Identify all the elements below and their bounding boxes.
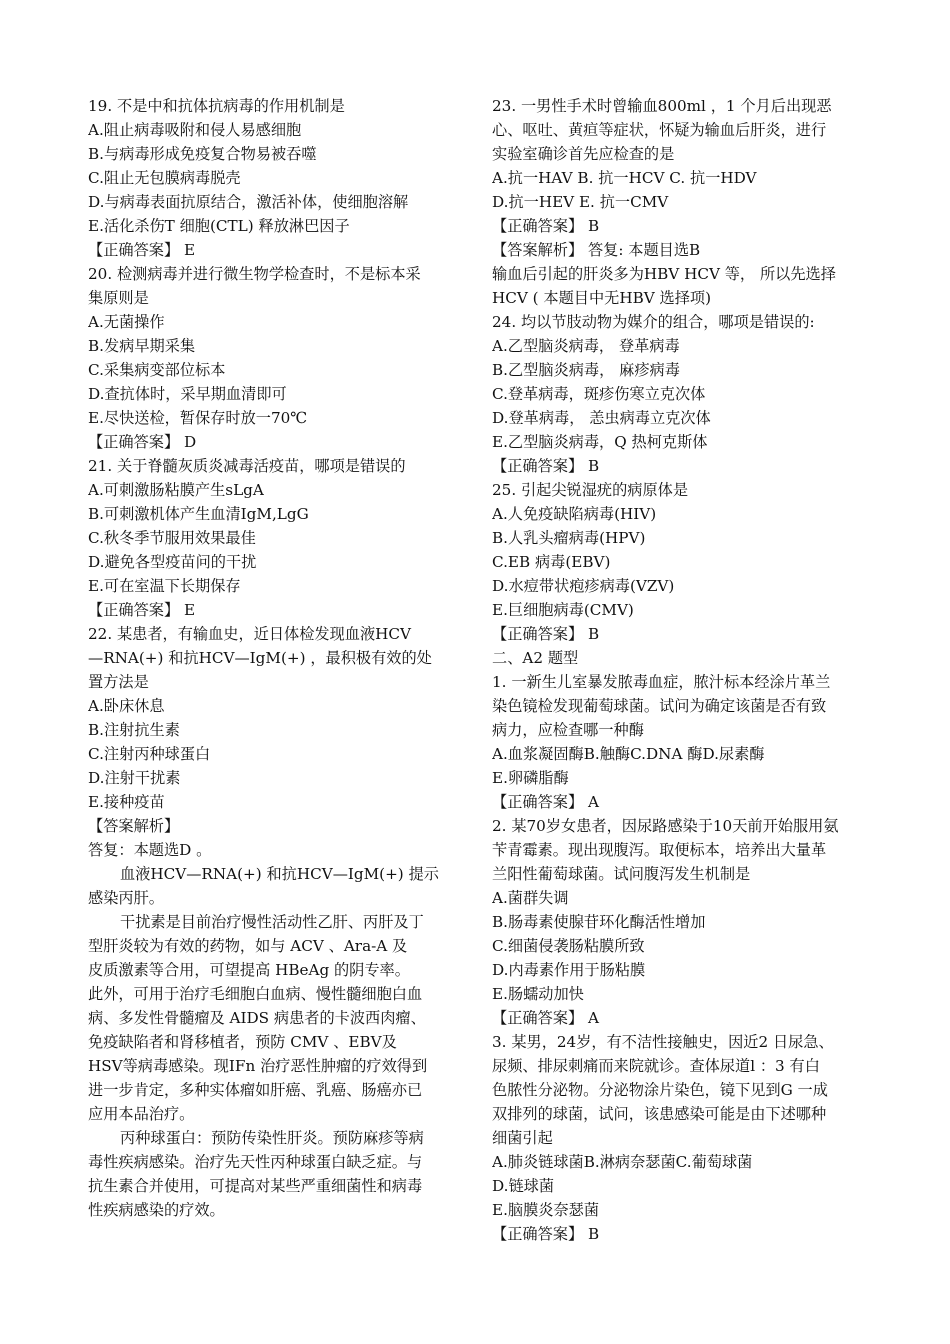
text-line: B.肠毒素使腺苷环化酶活性增加: [492, 913, 706, 931]
text-line: 【正确答案】 B: [492, 217, 600, 235]
text-line: 性疾病感染的疗效。: [88, 1201, 225, 1219]
text-line: 二、A2 题型: [492, 649, 579, 667]
text-line: B.与病毒形成免疫复合物易被吞噬: [88, 145, 317, 163]
text-line: 血液HCV—RNA(+) 和抗HCV—IgM(+) 提示: [120, 865, 439, 883]
text-line: B.注射抗生素: [88, 721, 180, 739]
text-line: 22. 某患者，有输血史，近日体检发现血液HCV: [88, 625, 412, 643]
text-line: E.卵磷脂酶: [492, 769, 569, 787]
text-line: E.尽快送检，暂保存时放一70℃: [88, 409, 308, 427]
text-line: 1. 一新生儿室暴发脓毒血症，脓汁标本经涂片革兰: [492, 673, 831, 691]
text-line: D.避免各型疫苗问的干扰: [88, 553, 257, 571]
text-line: 【答案解析】: [88, 817, 180, 835]
text-line: 25. 引起尖锐湿疣的病原体是: [492, 481, 689, 499]
text-line: B.可刺激机体产生血清IgM,LgG: [88, 505, 309, 523]
text-line: 输血后引起的肝炎多为HBV HCV 等， 所以先选择: [492, 265, 836, 283]
text-line: A.菌群失调: [492, 889, 569, 907]
text-line: A.无菌操作: [88, 313, 165, 331]
text-line: 双排列的球菌，试问，该患感染可能是由下述哪种: [492, 1105, 827, 1123]
text-line: 【正确答案】 A: [492, 1009, 599, 1027]
text-line: C.注射丙种球蛋白: [88, 745, 211, 763]
left-column: [88, 94, 460, 1222]
text-line: 病、多发性骨髓瘤及 AIDS 病患者的卡波西肉瘤、: [88, 1009, 426, 1027]
text-line: 【正确答案】 E: [88, 241, 196, 259]
text-line: 免疫缺陷者和肾移植者，预防 CMV 、EBV及: [88, 1033, 397, 1051]
text-line: A.人免疫缺陷病毒(HIV): [492, 505, 657, 523]
text-line: 心、呕吐、黄疸等症状，怀疑为输血后肝炎，进行: [492, 121, 827, 139]
text-line: E.乙型脑炎病毒，Q 热柯克斯体: [492, 433, 708, 451]
text-line: 染色镜检发现葡萄球菌。试问为确定该菌是否有致: [492, 697, 827, 715]
text-line: 【正确答案】 E: [88, 601, 196, 619]
text-line: 型肝炎较为有效的药物，如与 ACV 、Ara-A 及: [88, 937, 408, 955]
text-line: 置方法是: [88, 673, 149, 691]
text-line: —RNA(+) 和抗HCV—IgM(+) ，最积极有效的处: [88, 649, 432, 667]
text-line: A.肺炎链球菌B.淋病奈瑟菌C.葡萄球菌: [492, 1153, 753, 1171]
text-line: 19. 不是中和抗体抗病毒的作用机制是: [88, 97, 345, 115]
text-line: 毒性疾病感染。治疗先天性丙种球蛋白缺乏症。与: [88, 1153, 423, 1171]
text-line: C.阻止无包膜病毒脱壳: [88, 169, 241, 187]
text-line: D.内毒素作用于肠粘膜: [492, 961, 646, 979]
text-line: 【答案解析】 答复: 本题目选B: [492, 241, 701, 259]
text-line: A.乙型脑炎病毒， 登革病毒: [492, 337, 680, 355]
text-line: C.细菌侵袭肠粘膜所致: [492, 937, 645, 955]
text-line: 丙种球蛋白：预防传染性肝炎。预防麻疹等病: [120, 1129, 424, 1147]
right-column: [492, 94, 864, 1246]
text-line: B.发病早期采集: [88, 337, 196, 355]
text-line: D.注射干扰素: [88, 769, 181, 787]
text-line: C.登革病毒，斑疹伤寒立克次体: [492, 385, 706, 403]
text-line: 应用本品治疗。: [88, 1105, 195, 1123]
text-line: C.采集病变部位标本: [88, 361, 226, 379]
text-line: 细菌引起: [492, 1129, 553, 1147]
text-line: 2. 某70岁女患者，因尿路感染于10天前开始服用氨: [492, 817, 839, 835]
text-line: 【正确答案】 B: [492, 1225, 600, 1243]
text-line: 感染丙肝。: [88, 889, 164, 907]
text-line: 20. 检测病毒并进行微生物学检查时，不是标本采: [88, 265, 421, 283]
text-line: C.秋冬季节服用效果最佳: [88, 529, 256, 547]
text-line: E.肠蠕动加快: [492, 985, 584, 1003]
text-line: D.与病毒表面抗原结合，激活补体，使细胞溶解: [88, 193, 409, 211]
text-line: 尿频、排尿刺痛而来院就诊。查体尿道l ：3 有白: [492, 1057, 820, 1075]
text-line: E.活化杀伤T 细胞(CTL) 释放淋巴因子: [88, 217, 350, 235]
text-line: D.水痘带状疱疹病毒(VZV): [492, 577, 675, 595]
text-line: 此外，可用于治疗毛细胞白血病、慢性髓细胞白血: [88, 985, 423, 1003]
text-line: E.可在室温下长期保存: [88, 577, 241, 595]
text-line: 【正确答案】 B: [492, 457, 600, 475]
text-line: D.登革病毒， 恙虫病毒立克次体: [492, 409, 711, 427]
text-line: 【正确答案】 A: [492, 793, 599, 811]
text-line: 24. 均以节肢动物为媒介的组合，哪项是错误的:: [492, 313, 815, 331]
text-line: A.抗一HAV B. 抗一HCV C. 抗一HDV: [492, 169, 757, 187]
text-line: 进一步肯定，多种实体瘤如肝癌、乳癌、肠癌亦已: [88, 1081, 423, 1099]
text-line: A.阻止病毒吸附和侵人易感细胞: [88, 121, 302, 139]
text-line: 皮质激素等合用，可望提高 HBeAg 的阴专率。: [88, 961, 410, 979]
text-line: 集原则是: [88, 289, 149, 307]
text-line: 干扰素是目前治疗慢性活动性乙肝、丙肝及丁: [120, 913, 424, 931]
text-line: D.查抗体时，采早期血清即可: [88, 385, 287, 403]
text-line: 色脓性分泌物。分泌物涂片染色，镜下见到G 一成: [492, 1081, 828, 1099]
text-line: 病力，应检查哪一种酶: [492, 721, 644, 739]
text-line: A.卧床休息: [88, 697, 165, 715]
text-line: E.接种疫苗: [88, 793, 165, 811]
text-line: B.人乳头瘤病毒(HPV): [492, 529, 646, 547]
text-line: HSV等病毒感染。现IFn 治疗恶性肿瘤的疗效得到: [88, 1057, 428, 1075]
text-line: 实验室确诊首先应检查的是: [492, 145, 675, 163]
text-line: E.巨细胞病毒(CMV): [492, 601, 634, 619]
text-line: D.链球菌: [492, 1177, 555, 1195]
text-line: A.血浆凝固酶B.触酶C.DNA 酶D.尿素酶: [492, 745, 765, 763]
text-line: 23. 一男性手术时曾输血800ml ，1 个月后出现恶: [492, 97, 832, 115]
text-line: HCV ( 本题目中无HBV 选择项): [492, 289, 712, 307]
text-line: 3. 某男，24岁，有不洁性接触史，因近2 日尿急、: [492, 1033, 834, 1051]
text-line: E.脑膜炎奈瑟菌: [492, 1201, 600, 1219]
text-line: 苄青霉素。现出现腹泻。取便标本，培养出大量革: [492, 841, 827, 859]
text-line: A.可刺激肠粘膜产生sLgA: [88, 481, 264, 499]
text-line: 21. 关于脊髓灰质炎减毒活疫苗，哪项是错误的: [88, 457, 406, 475]
text-line: B.乙型脑炎病毒， 麻疹病毒: [492, 361, 680, 379]
text-line: D.抗一HEV E. 抗一CMV: [492, 193, 669, 211]
text-line: 【正确答案】 B: [492, 625, 600, 643]
text-line: C.EB 病毒(EBV): [492, 553, 611, 571]
text-line: 抗生素合并使用，可提高对某些严重细菌性和病毒: [88, 1177, 423, 1195]
text-line: 兰阳性葡萄球菌。试问腹泻发生机制是: [492, 865, 751, 883]
text-line: 【正确答案】 D: [88, 433, 197, 451]
text-line: 答复：本题选D 。: [88, 841, 212, 859]
